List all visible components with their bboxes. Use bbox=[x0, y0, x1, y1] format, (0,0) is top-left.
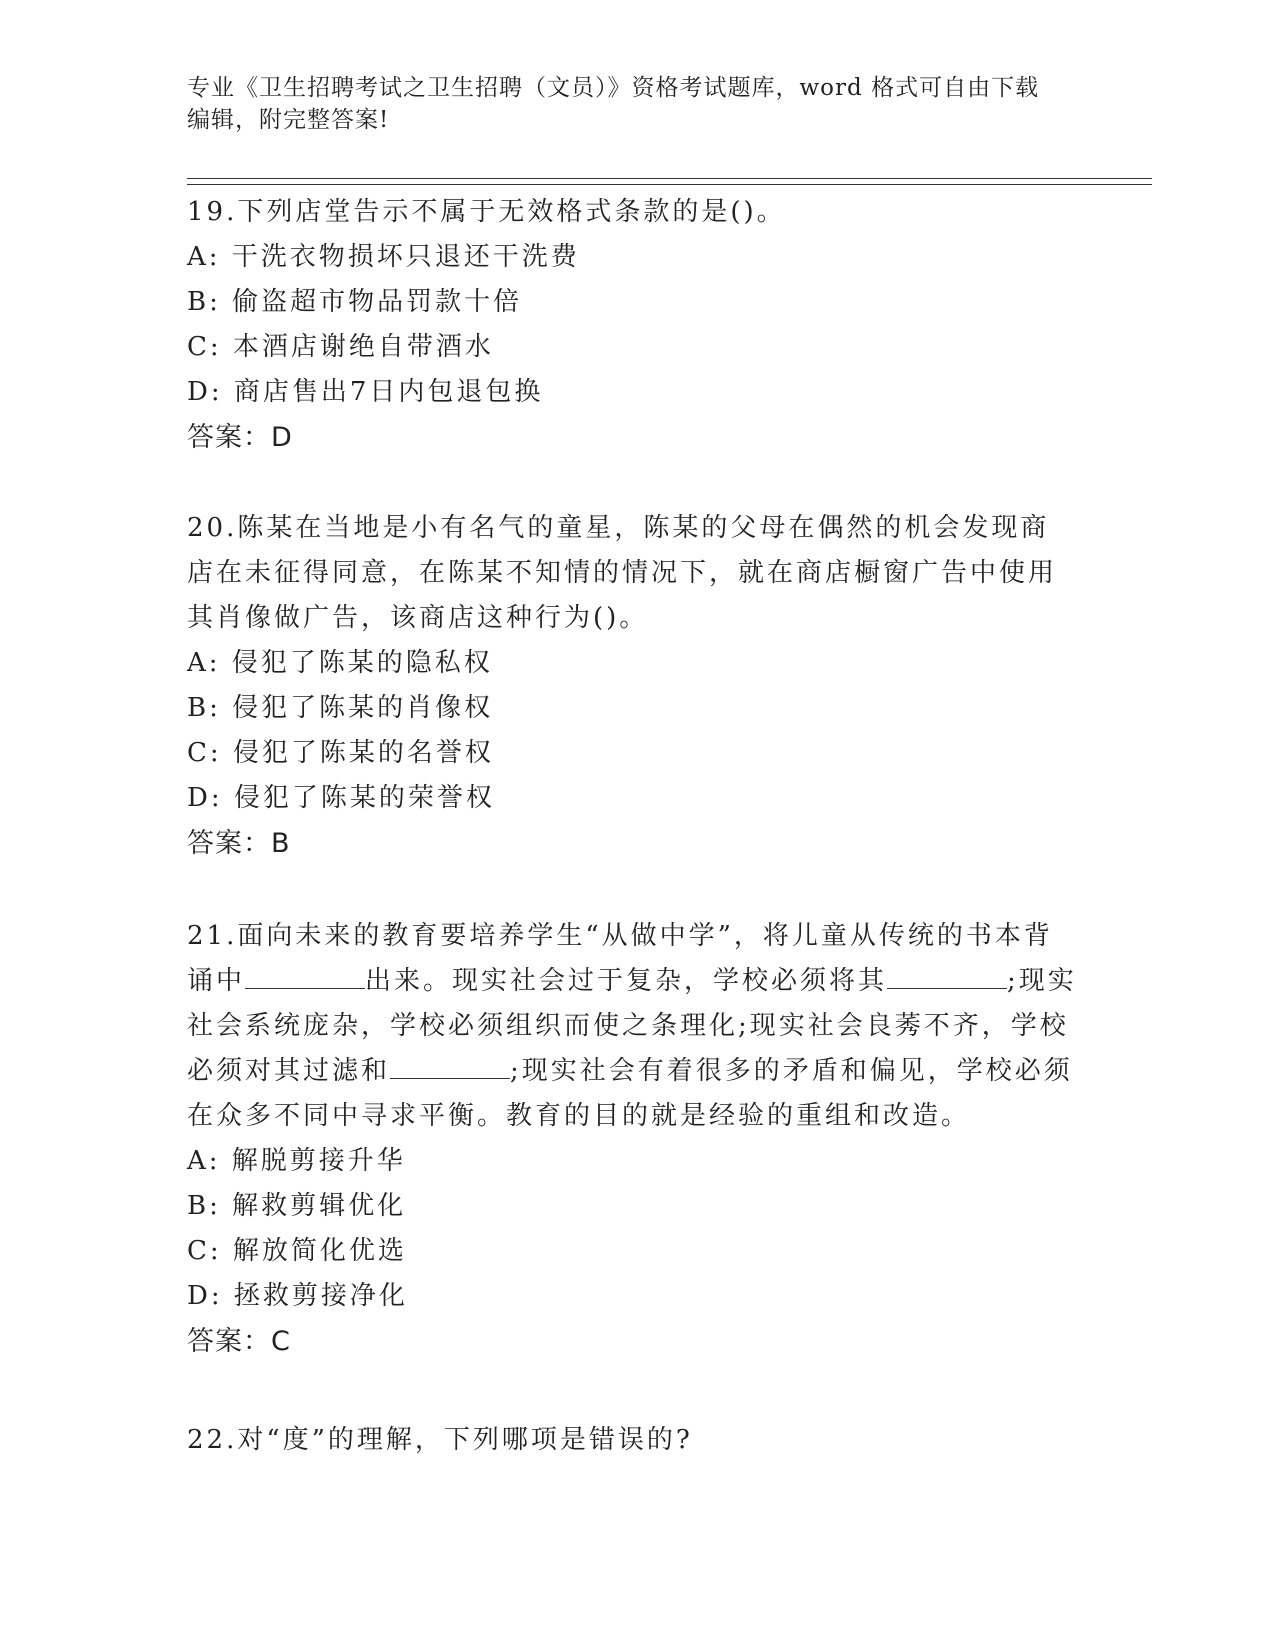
stem-part-3: ;现实社会系统庞杂，学校必须组织而使之条理化;现实社会良莠不齐，学校必须对其过滤和 bbox=[187, 966, 1077, 1086]
question-stem: 19.下列店堂告示不属于无效格式条款的是()。 bbox=[187, 197, 786, 227]
fill-blank-2 bbox=[887, 962, 1007, 989]
question-stem: 20.陈某在当地是小有名气的童星，陈某的父母在偶然的机会发现商店在未征得同意，在陈某不知情的情况下，就在商店橱窗广告中使用其肖像做广告，该商店这种行为()。 bbox=[187, 513, 1058, 633]
question-stem bbox=[187, 914, 1077, 1139]
option-a: A: 干洗衣物损坏只退还干洗费 bbox=[187, 242, 580, 272]
stem-part-1: 21.面向未来的教育要培养学生“从做中学”，将儿童从传统的书本背诵中 bbox=[187, 921, 1053, 996]
fill-blank-1 bbox=[245, 962, 365, 989]
option-b: B: 偷盗超市物品罚款十倍 bbox=[187, 287, 523, 317]
option-c: C: 本酒店谢绝自带酒水 bbox=[187, 332, 494, 362]
header-note bbox=[187, 72, 1067, 136]
fill-blank-3 bbox=[390, 1052, 510, 1079]
option-d: D: 侵犯了陈某的荣誉权 bbox=[187, 783, 495, 813]
stem-part-2: 出来。现实社会过于复杂，学校必须将其 bbox=[365, 966, 888, 996]
answer: 答案：C bbox=[187, 1326, 291, 1357]
option-d: D: 拯救剪接净化 bbox=[187, 1281, 408, 1311]
header-note-line-1: 专业《卫生招聘考试之卫生招聘（文员）》资格考试题库，word 格式可自由下载 bbox=[187, 75, 1040, 101]
question-stem: 22.对“度”的理解，下列哪项是错误的? bbox=[187, 1425, 693, 1455]
question-19 bbox=[187, 190, 1077, 460]
header-note-line-2: 编辑，附完整答案! bbox=[187, 107, 390, 133]
option-c: C: 侵犯了陈某的名誉权 bbox=[187, 738, 494, 768]
option-a: A: 解脱剪接升华 bbox=[187, 1146, 406, 1176]
option-b: B: 解救剪辑优化 bbox=[187, 1191, 407, 1221]
answer: 答案：B bbox=[187, 828, 291, 859]
header-divider-top bbox=[187, 178, 1152, 179]
stem-part-4: ;现实社会有着很多的矛盾和偏见，学校必须在众多不同中寻求平衡。教育的目的就是经验的重组和改造。 bbox=[187, 1056, 1073, 1131]
question-20 bbox=[187, 506, 1077, 866]
question-22 bbox=[187, 1418, 1077, 1463]
option-a: A: 侵犯了陈某的隐私权 bbox=[187, 648, 493, 678]
header-divider-bottom bbox=[187, 184, 1152, 185]
option-c: C: 解放简化优选 bbox=[187, 1236, 407, 1266]
option-d: D: 商店售出7日内包退包换 bbox=[187, 377, 544, 407]
option-b: B: 侵犯了陈某的肖像权 bbox=[187, 693, 494, 723]
question-21 bbox=[187, 914, 1077, 1364]
answer: 答案：D bbox=[187, 422, 293, 453]
